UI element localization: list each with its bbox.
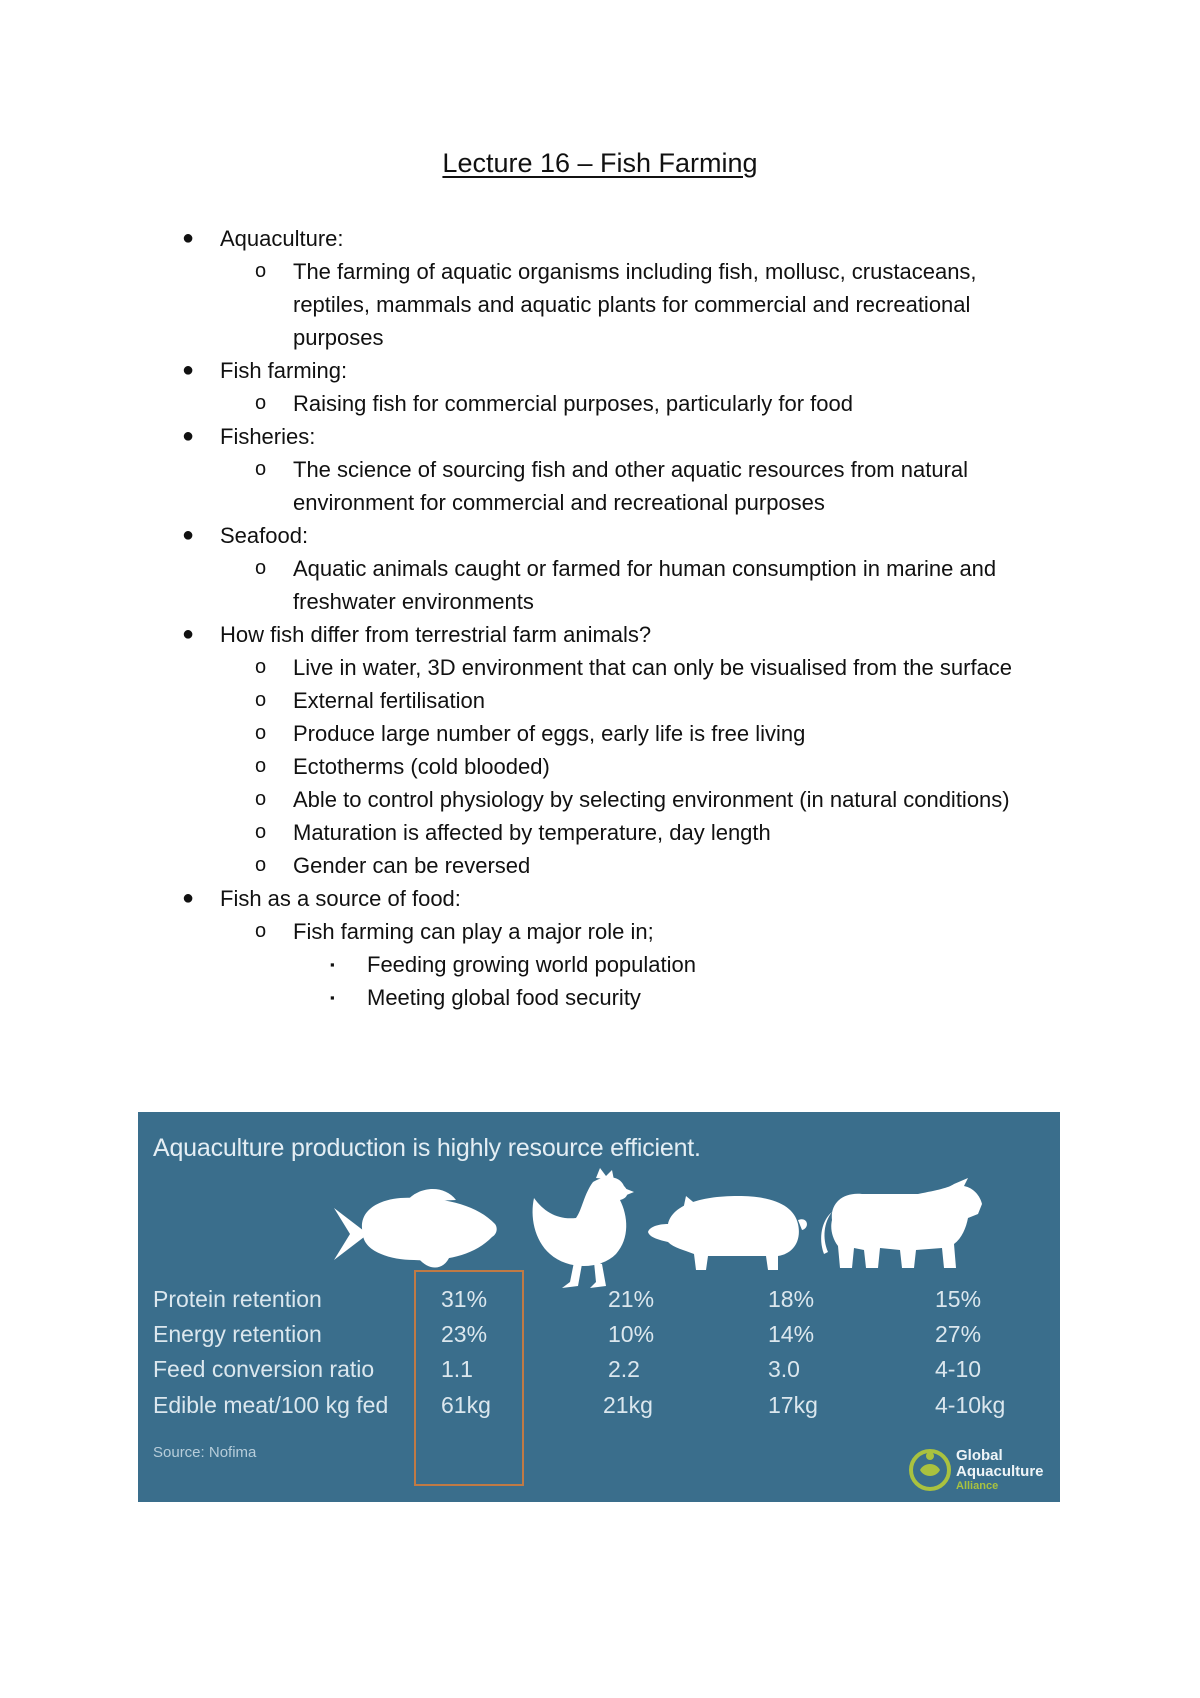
cell-fish-fcr: 1.1	[441, 1356, 473, 1382]
cell-pig-fcr: 3.0	[768, 1356, 800, 1382]
square-bullet-icon: ▪	[330, 957, 335, 972]
row-label-protein-retention: Protein retention	[153, 1286, 322, 1312]
outline-item-level-2	[0, 915, 1200, 948]
outline-item-text: Live in water, 3D environment that can only be visualised from the surface	[293, 655, 1013, 680]
outline-item-text: Aquatic animals caught or farmed for human consumption in marine and freshwater environments	[293, 556, 997, 614]
outline-item-text: Fish farming can play a major role in;	[293, 919, 654, 944]
outline-item-level-2	[0, 453, 1200, 519]
row-label-edible-meat: Edible meat/100 kg fed	[153, 1392, 389, 1418]
bullet-icon: ●	[182, 623, 195, 645]
sub-bullet-icon: o	[255, 920, 267, 942]
outline-item-text: Gender can be reversed	[293, 853, 531, 878]
outline-item-text: Raising fish for commercial purposes, particularly for food	[293, 391, 854, 416]
outline-item-level-1	[0, 618, 1200, 651]
sub-bullet-icon: o	[255, 689, 267, 711]
outline-item-level-2	[0, 849, 1200, 882]
outline-item-level-1	[0, 420, 1200, 453]
fish-icon	[334, 1189, 497, 1268]
outline-item-text: Ectotherms (cold blooded)	[293, 754, 550, 779]
sub-bullet-icon: o	[255, 458, 267, 480]
outline-item-text: Seafood:	[220, 523, 309, 548]
cell-chicken-fcr: 2.2	[608, 1356, 640, 1382]
outline-item-level-1	[0, 222, 1200, 255]
outline-item-text: The science of sourcing fish and other aquatic resources from natural environment for commercial and recreational purposes	[293, 457, 969, 515]
cell-pig-protein: 18%	[768, 1286, 815, 1312]
cell-fish-edible-meat: 61kg	[441, 1392, 491, 1418]
outline-item-level-2	[0, 387, 1200, 420]
outline-item-text: Fisheries:	[220, 424, 316, 449]
row-label-energy-retention: Energy retention	[153, 1321, 322, 1347]
bullet-icon: ●	[182, 425, 195, 447]
outline-item-level-3	[0, 981, 1200, 1014]
cell-cow-fcr: 4-10	[935, 1356, 982, 1382]
cell-pig-edible-meat: 17kg	[768, 1392, 818, 1418]
cell-cow-protein: 15%	[935, 1286, 982, 1312]
outline-item-text: Fish farming:	[220, 358, 348, 383]
sub-bullet-icon: o	[255, 557, 267, 579]
gaa-line3: Alliance	[956, 1480, 999, 1492]
outline-item-level-2	[0, 552, 1200, 618]
outline-item-level-2	[0, 684, 1200, 717]
sub-bullet-icon: o	[255, 854, 267, 876]
sub-bullet-icon: o	[255, 260, 267, 282]
outline-item-level-2	[0, 255, 1200, 354]
gaa-globe-icon	[908, 1448, 952, 1492]
sub-bullet-icon: o	[255, 788, 267, 810]
cell-fish-energy: 23%	[441, 1321, 488, 1347]
cell-fish-protein: 31%	[441, 1286, 488, 1312]
outline-item-level-1	[0, 882, 1200, 915]
outline-item-level-1	[0, 354, 1200, 387]
infographic-heading: Aquaculture production is highly resource efficient.	[153, 1134, 701, 1162]
outline-item-level-2	[0, 750, 1200, 783]
outline-item-level-2	[0, 651, 1200, 684]
bullet-icon: ●	[182, 227, 195, 249]
square-bullet-icon: ▪	[330, 990, 335, 1005]
cell-cow-edible-meat: 4-10kg	[935, 1392, 1006, 1418]
outline-item-level-2	[0, 717, 1200, 750]
sub-bullet-icon: o	[255, 821, 267, 843]
lecture-outline	[0, 222, 1200, 1014]
bullet-icon: ●	[182, 524, 195, 546]
cow-icon	[821, 1178, 982, 1268]
outline-item-text: Produce large number of eggs, early life is free living	[293, 721, 806, 746]
chicken-icon	[533, 1168, 634, 1288]
gaa-line2: Aquaculture	[956, 1463, 1044, 1480]
outline-item-text: Aquaculture:	[220, 226, 344, 251]
pig-icon	[648, 1196, 807, 1270]
cell-cow-energy: 27%	[935, 1321, 982, 1347]
outline-item-level-1	[0, 519, 1200, 552]
global-aquaculture-alliance-logo	[908, 1446, 1058, 1496]
bullet-icon: ●	[182, 887, 195, 909]
cell-pig-energy: 14%	[768, 1321, 815, 1347]
outline-item-text: Able to control physiology by selecting environment (in natural conditions)	[293, 787, 1010, 812]
outline-item-level-2	[0, 783, 1200, 816]
sub-bullet-icon: o	[255, 722, 267, 744]
page-title: Lecture 16 – Fish Farming	[442, 148, 758, 178]
outline-item-text: How fish differ from terrestrial farm animals?	[220, 622, 652, 647]
outline-item-text: Maturation is affected by temperature, day length	[293, 820, 771, 845]
outline-item-text: Feeding growing world population	[367, 952, 696, 977]
resource-efficiency-infographic	[138, 1112, 1060, 1502]
outline-item-level-2	[0, 816, 1200, 849]
outline-item-level-3	[0, 948, 1200, 981]
sub-bullet-icon: o	[255, 392, 267, 414]
gaa-line1: Global	[956, 1447, 1003, 1464]
bullet-icon: ●	[182, 359, 195, 381]
outline-item-text: Fish as a source of food:	[220, 886, 461, 911]
outline-item-text: The farming of aquatic organisms including fish, mollusc, crustaceans, reptiles, mammals and aquatic plants for commercial and recreational purposes	[293, 259, 977, 350]
outline-item-text: External fertilisation	[293, 688, 485, 713]
row-label-feed-conversion-ratio: Feed conversion ratio	[153, 1356, 375, 1382]
cell-chicken-energy: 10%	[608, 1321, 655, 1347]
cell-chicken-protein: 21%	[608, 1286, 655, 1312]
cell-chicken-edible-meat: 21kg	[603, 1392, 653, 1418]
source-note: Source: Nofima	[153, 1444, 257, 1461]
sub-bullet-icon: o	[255, 755, 267, 777]
sub-bullet-icon: o	[255, 656, 267, 678]
outline-item-text: Meeting global food security	[367, 985, 641, 1010]
